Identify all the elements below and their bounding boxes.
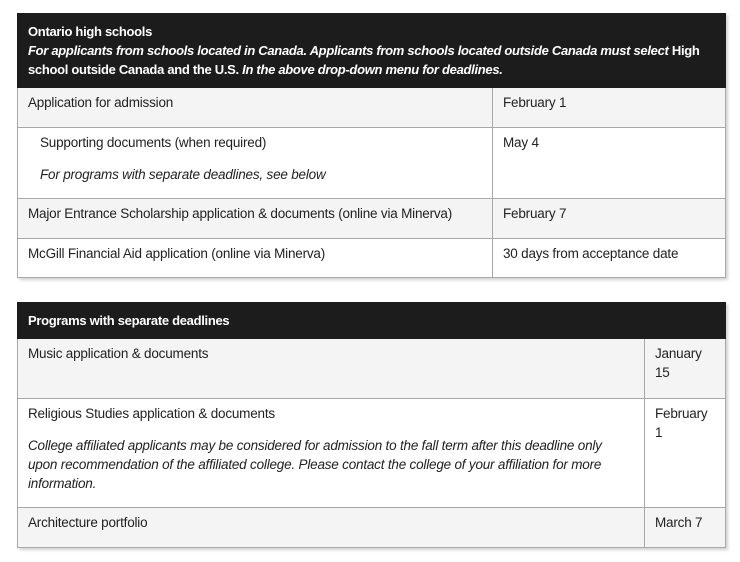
table-title: Ontario high schools xyxy=(28,24,153,39)
table-row xyxy=(18,508,726,548)
table-row xyxy=(18,88,726,128)
row-note: For programs with separate deadlines, see below xyxy=(40,167,326,182)
row-label: Music application & documents xyxy=(18,339,645,399)
row-label: Religious Studies application & documents xyxy=(28,406,275,421)
table-header xyxy=(18,303,726,339)
row-label: Architecture portfolio xyxy=(18,508,645,548)
row-deadline: January 15 xyxy=(645,339,726,399)
table-row xyxy=(18,239,726,278)
row-label-cell xyxy=(18,399,645,508)
row-note: College affiliated applicants may be considered for admission to the fall term after this deadline only upon recommendation of the affiliated college. Please contact the college of your affiliation for more information. xyxy=(28,438,602,491)
row-label: McGill Financial Aid application (online via Minerva) xyxy=(18,239,493,278)
subtitle-plain: High school outside Canada and the U.S. xyxy=(28,43,700,77)
row-deadline: 30 days from acceptance date xyxy=(493,239,726,278)
table-header-row xyxy=(18,14,726,88)
table-subtitle xyxy=(28,41,715,79)
table-row xyxy=(18,128,726,199)
table-header xyxy=(18,14,726,88)
row-deadline: February 1 xyxy=(493,88,726,128)
row-label: Major Entrance Scholarship application & documents (online via Minerva) xyxy=(18,199,493,239)
row-label: Application for admission xyxy=(18,88,493,128)
row-label-cell xyxy=(18,128,493,199)
table-header-row xyxy=(18,303,726,339)
programs-deadlines-table xyxy=(17,302,726,548)
table-row xyxy=(18,339,726,399)
table-row xyxy=(18,199,726,239)
row-deadline: March 7 xyxy=(645,508,726,548)
table-title: Programs with separate deadlines xyxy=(28,313,230,328)
row-deadline: February 7 xyxy=(493,199,726,239)
row-deadline: May 4 xyxy=(493,128,726,199)
table-row xyxy=(18,399,726,508)
row-deadline: February 1 xyxy=(645,399,726,508)
subtitle-italic-1: For applicants from schools located in Canada. Applicants from schools located outside Canada must select xyxy=(28,43,669,58)
row-label: Supporting documents (when required) xyxy=(40,135,267,150)
ontario-deadlines-table xyxy=(17,13,726,278)
subtitle-italic-2: In the above drop-down menu for deadlines. xyxy=(242,62,503,77)
